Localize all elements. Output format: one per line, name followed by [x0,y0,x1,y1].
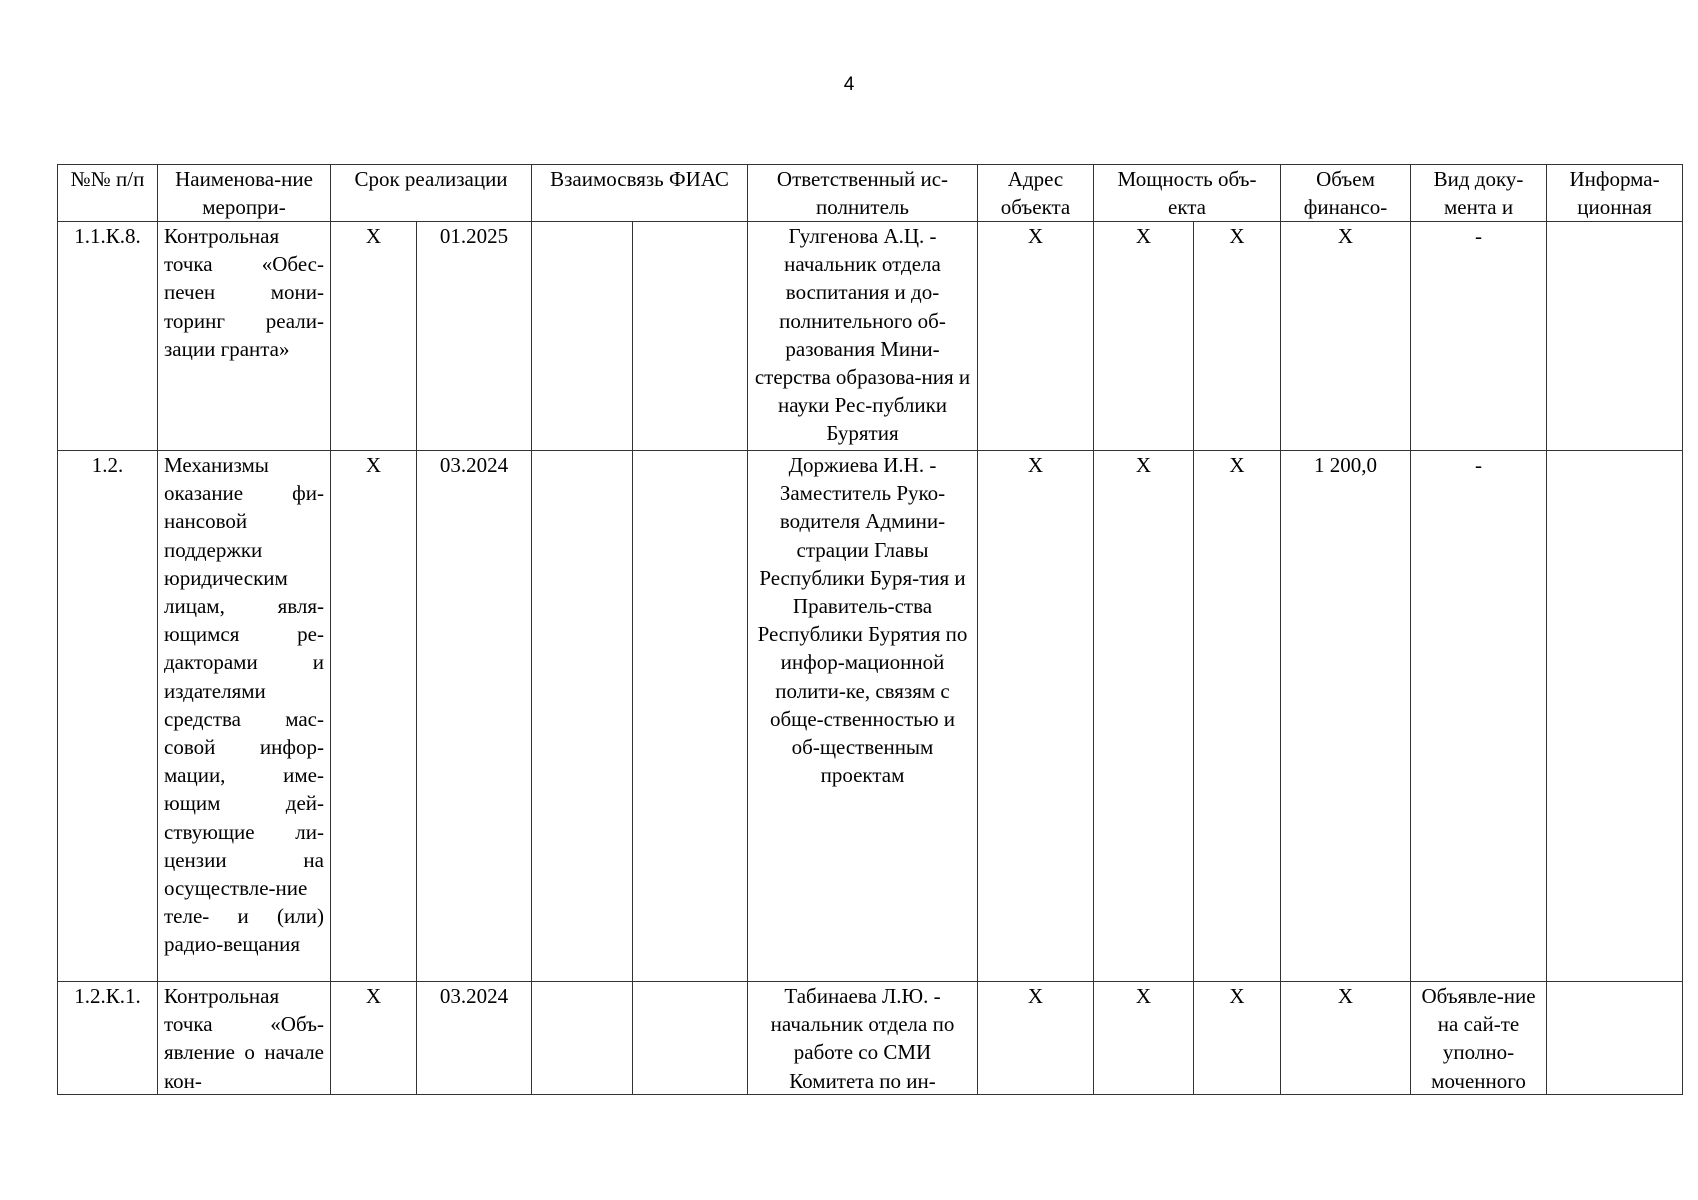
cell-end: 03.2024 [417,982,532,1095]
cell-start: Х [331,982,417,1095]
header-capacity: Мощность объ-екта [1094,165,1281,222]
cell-info [1547,982,1683,1095]
header-name: Наименова-ние меропри- [158,165,331,222]
cell-capacity-b: Х [1194,451,1281,982]
cell-name: Механизмы оказание фи-нансовой поддержки юридическим лицам, явля-ющимся ре-дакторами и издателями средства мас-совой инфор-мации, име-ющим дей-ствующие ли-цензии на осуществле-ние теле- и (или) радио-вещания [158,451,331,982]
page-number: 4 [843,74,855,95]
cell-executor: Гулгенова А.Ц. - начальник отдела воспитания и до-полнительного об-разования Мини-стерства образова-ния и науки Рес-публики Бурятия [748,222,978,451]
cell-volume: Х [1281,222,1411,451]
cell-fias-a [532,982,633,1095]
header-volume: Объем финансо- [1281,165,1411,222]
cell-end: 03.2024 [417,451,532,982]
cell-address: Х [978,451,1094,982]
cell-info [1547,451,1683,982]
cell-fias-a [532,451,633,982]
cell-start: Х [331,222,417,451]
cell-fias-b [633,451,748,982]
cell-executor: Доржиева И.Н. - Заместитель Руко-водителя Админи-страции Главы Республики Буря-тия и Правитель-ства Республики Бурятия по инфор-мационной полити-ке, связям с обще-ственностью и об-щественным проектам [748,451,978,982]
cell-capacity-b: Х [1194,982,1281,1095]
header-num: №№ п/п [58,165,158,222]
cell-address: Х [978,982,1094,1095]
header-address: Адрес объекта [978,165,1094,222]
cell-num: 1.1.К.8. [58,222,158,451]
cell-volume: 1 200,0 [1281,451,1411,982]
table-row [58,451,1683,982]
cell-name: Контрольная точка «Обес-печен мони-торинг реали-зации гранта» [158,222,331,451]
cell-fias-b [633,982,748,1095]
header-term: Срок реализации [331,165,532,222]
cell-num: 1.2. [58,451,158,982]
cell-volume: Х [1281,982,1411,1095]
cell-capacity-a: Х [1094,222,1194,451]
table-row [58,982,1683,1095]
cell-capacity-a: Х [1094,982,1194,1095]
cell-num: 1.2.К.1. [58,982,158,1095]
cell-info [1547,222,1683,451]
cell-fias-b [633,222,748,451]
activities-table [57,164,1683,1095]
header-info: Информа-ционная [1547,165,1683,222]
header-doctype: Вид доку-мента и [1411,165,1547,222]
cell-capacity-b: Х [1194,222,1281,451]
table-header-row [58,165,1683,222]
cell-doctype: - [1411,451,1547,982]
cell-end: 01.2025 [417,222,532,451]
cell-executor: Табинаева Л.Ю. - начальник отдела по работе со СМИ Комитета по ин- [748,982,978,1095]
cell-capacity-a: Х [1094,451,1194,982]
cell-doctype: - [1411,222,1547,451]
cell-name: Контрольная точка «Объ-явление о начале кон- [158,982,331,1095]
cell-fias-a [532,222,633,451]
header-fias: Взаимосвязь ФИАС [532,165,748,222]
cell-start: Х [331,451,417,982]
header-executor: Ответственный ис-полнитель [748,165,978,222]
cell-doctype: Объявле-ние на сай-те уполно-моченного [1411,982,1547,1095]
table-row [58,222,1683,451]
cell-address: Х [978,222,1094,451]
